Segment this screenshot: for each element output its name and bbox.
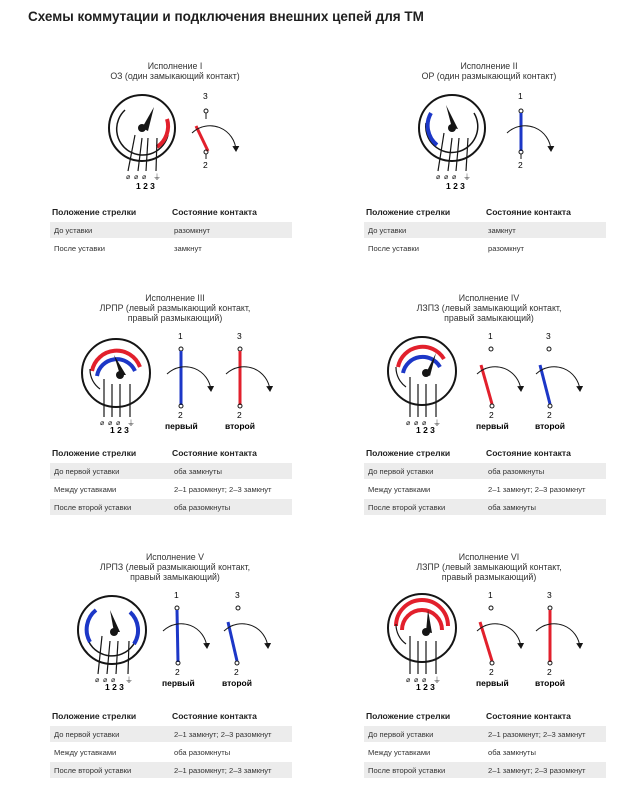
header-state: Состояние контакта (172, 710, 257, 721)
svg-text:1: 1 (488, 590, 493, 600)
panel-subtitle: ЛЗПЗ (левый замыкающий контакт, (416, 303, 562, 313)
panel-caption (50, 293, 300, 323)
switch-caption: второй (535, 678, 565, 688)
wiring-diagram (50, 83, 300, 193)
panel-subtitle-2: правый размыкающий) (127, 313, 223, 323)
arrow-icon (536, 624, 580, 648)
contact-arc-blue (130, 612, 138, 644)
header-position: Положение стрелки (52, 206, 137, 217)
contact-switch (507, 91, 551, 170)
svg-text:2: 2 (234, 667, 239, 677)
terminal-numbers: 1 2 3 (446, 181, 465, 191)
switch-caption: первый (476, 678, 509, 688)
table-row: Между уставками оба замкнуты (364, 743, 606, 761)
switch-caption: первый (165, 421, 198, 431)
header-state: Состояние контакта (172, 447, 257, 458)
contact-switch-first (165, 331, 211, 431)
svg-text:1: 1 (178, 331, 183, 341)
panel-caption (50, 61, 300, 81)
switch-top-label: 3 (203, 91, 208, 101)
table-row: До уставки замкнут (364, 221, 606, 239)
table-row: До первой уставки оба разомкнуты (364, 462, 606, 480)
table-row: До уставки разомкнут (50, 221, 292, 239)
svg-text:⌀: ⌀ (100, 420, 105, 427)
table-row: Между уставками оба разомкнуты (50, 743, 292, 761)
contact-switch-first (476, 331, 521, 431)
panel-subtitle: ОЗ (один замыкающий контакт) (110, 71, 240, 81)
table-row: После уставки замкнут (50, 239, 292, 256)
table-row: До первой уставки 2–1 разомкнут; 2–3 замкнут (364, 725, 606, 743)
terminal-numbers: 1 2 3 (416, 682, 435, 692)
gauge-needle (446, 105, 458, 129)
state-table (364, 203, 606, 256)
table-row: После второй уставки 2–1 разомкнут; 2–3 замкнут (50, 761, 292, 778)
contact-switch-second (222, 590, 268, 688)
table-row: После второй уставки оба разомкнуты (50, 498, 292, 515)
svg-text:2: 2 (547, 667, 552, 677)
svg-text:3: 3 (237, 331, 242, 341)
ground-icon: ⏚ (433, 419, 441, 428)
switch-caption: первый (162, 678, 195, 688)
terminal-numbers: 1 2 3 (416, 425, 435, 435)
ground-icon: ⏚ (153, 173, 161, 182)
switch-caption: второй (225, 421, 255, 431)
panel-title: Исполнение VI (458, 552, 520, 562)
gauge-dial (78, 596, 146, 674)
contact-switch-first (476, 590, 521, 688)
state-table (364, 707, 606, 778)
table-row: После второй уставки оба замкнуты (364, 498, 606, 515)
contact-arc-red (402, 610, 442, 630)
header-state: Состояние контакта (172, 206, 257, 217)
switch-blade-blue (177, 610, 178, 662)
terminal-numbers: 1 2 3 (105, 682, 124, 692)
state-table (50, 707, 292, 778)
header-position: Положение стрелки (52, 710, 137, 721)
wiring-diagram (364, 329, 614, 439)
terminal-numbers: 1 2 3 (136, 181, 155, 191)
panel-subtitle-2: правый замыкающий) (130, 572, 220, 582)
terminal-block (436, 173, 471, 191)
svg-text:2: 2 (489, 667, 494, 677)
terminal-block (126, 173, 161, 191)
svg-text:⌀: ⌀ (414, 677, 419, 684)
svg-text:2: 2 (547, 410, 552, 420)
svg-text:⌀: ⌀ (108, 420, 113, 427)
gauge-dial (109, 95, 175, 171)
contact-switch-second (535, 331, 580, 431)
svg-text:3: 3 (235, 590, 240, 600)
svg-text:⌀: ⌀ (414, 420, 419, 427)
svg-text:3: 3 (547, 590, 552, 600)
table-row: До первой уставки оба замкнуты (50, 462, 292, 480)
svg-text:⌀: ⌀ (444, 174, 449, 181)
panel-subtitle: ОР (один размыкающий контакт) (421, 71, 557, 81)
svg-text:⌀: ⌀ (422, 677, 427, 684)
svg-text:⌀: ⌀ (111, 677, 116, 684)
svg-text:1: 1 (488, 331, 493, 341)
panel-title: Исполнение III (145, 293, 205, 303)
svg-text:2: 2 (237, 410, 242, 420)
arrow-icon (226, 367, 270, 391)
gauge-dial (388, 594, 456, 674)
panel-caption (364, 293, 614, 323)
panel-subtitle: ЛРПЗ (левый размыкающий контакт, (99, 562, 251, 572)
state-table (364, 444, 606, 515)
svg-text:2: 2 (178, 410, 183, 420)
state-table (50, 444, 292, 515)
wiring-diagram (364, 586, 614, 696)
contact-arc-blue (97, 359, 135, 376)
panel-subtitle-2: правый замыкающий) (444, 313, 534, 323)
gauge-dial (82, 339, 150, 417)
switch-top-label: 1 (518, 91, 523, 101)
page-title: Схемы коммутации и подключения внешних цепей для ТМ (28, 9, 424, 24)
switch-blade-blue (228, 622, 237, 661)
panel-title: Исполнение II (460, 61, 518, 71)
switch-blade-red (196, 126, 208, 151)
svg-text:⌀: ⌀ (142, 174, 147, 181)
contact-switch-second (535, 590, 580, 688)
wiring-diagram (50, 329, 300, 439)
header-state: Состояние контакта (486, 710, 571, 721)
arrow-icon (163, 624, 207, 648)
panel-title: Исполнение IV (458, 293, 520, 303)
gauge-dial (388, 337, 456, 417)
switch-caption: первый (476, 421, 509, 431)
wiring-diagram (50, 586, 300, 696)
panel-caption (50, 552, 300, 582)
panel-title: Исполнение I (147, 61, 203, 71)
table-row: До первой уставки 2–1 замкнут; 2–3 разомкнут (50, 725, 292, 743)
svg-text:⌀: ⌀ (95, 677, 100, 684)
contact-arc-blue (403, 357, 440, 373)
switch-blade-blue (540, 365, 550, 404)
gauge-needle (110, 610, 120, 632)
switch-bottom-label: 2 (203, 160, 208, 170)
switch-bottom-label: 2 (518, 160, 523, 170)
svg-text:⌀: ⌀ (134, 174, 139, 181)
svg-text:⌀: ⌀ (116, 420, 121, 427)
svg-text:⌀: ⌀ (126, 174, 131, 181)
panel-subtitle: ЛЗПР (левый замыкающий контакт, (416, 562, 562, 572)
svg-text:2: 2 (489, 410, 494, 420)
terminal-block (95, 676, 133, 692)
ground-icon: ⏚ (463, 173, 471, 182)
panel-caption (364, 61, 614, 81)
table-row: После уставки разомкнут (364, 239, 606, 256)
svg-text:⌀: ⌀ (103, 677, 108, 684)
header-state: Состояние контакта (486, 447, 571, 458)
switch-caption: второй (535, 421, 565, 431)
arrow-icon (507, 126, 551, 151)
svg-text:2: 2 (175, 667, 180, 677)
terminal-block (406, 676, 441, 692)
svg-text:⌀: ⌀ (406, 677, 411, 684)
svg-text:1: 1 (174, 590, 179, 600)
table-row: Между уставками 2–1 разомкнут; 2–3 замкнут (50, 480, 292, 498)
panel-title: Исполнение V (145, 552, 205, 562)
gauge-needle (142, 107, 154, 131)
switch-blade-red (481, 365, 492, 404)
panel-caption (364, 552, 614, 582)
ground-icon: ⏚ (127, 419, 135, 428)
panel-subtitle-2: правый размыкающий) (441, 572, 537, 582)
svg-text:⌀: ⌀ (436, 174, 441, 181)
contact-arc-red (157, 119, 168, 147)
header-position: Положение стрелки (366, 206, 451, 217)
svg-text:⌀: ⌀ (406, 420, 411, 427)
table-row: После второй уставки 2–1 замкнут; 2–3 разомкнут (364, 761, 606, 778)
terminal-block (100, 419, 135, 435)
gauge-dial (419, 95, 485, 171)
svg-text:⌀: ⌀ (422, 420, 427, 427)
wiring-diagram (364, 83, 614, 193)
state-table (50, 203, 292, 256)
table-row: Между уставками 2–1 замкнут; 2–3 разомкнут (364, 480, 606, 498)
switch-caption: второй (222, 678, 252, 688)
header-position: Положение стрелки (366, 447, 451, 458)
ground-icon: ⏚ (125, 676, 133, 685)
header-state: Состояние контакта (486, 206, 571, 217)
svg-text:⌀: ⌀ (452, 174, 457, 181)
header-position: Положение стрелки (52, 447, 137, 458)
panel-subtitle: ЛРПР (левый размыкающий контакт, (99, 303, 251, 313)
ground-icon: ⏚ (433, 676, 441, 685)
svg-text:3: 3 (546, 331, 551, 341)
arrow-icon (167, 367, 211, 391)
contact-switch (192, 91, 236, 170)
terminal-block (406, 419, 441, 435)
contact-arc-blue (87, 610, 96, 642)
contact-switch-second (225, 331, 270, 431)
contact-switch-first (162, 590, 207, 688)
terminal-numbers: 1 2 3 (110, 425, 129, 435)
header-position: Положение стрелки (366, 710, 451, 721)
